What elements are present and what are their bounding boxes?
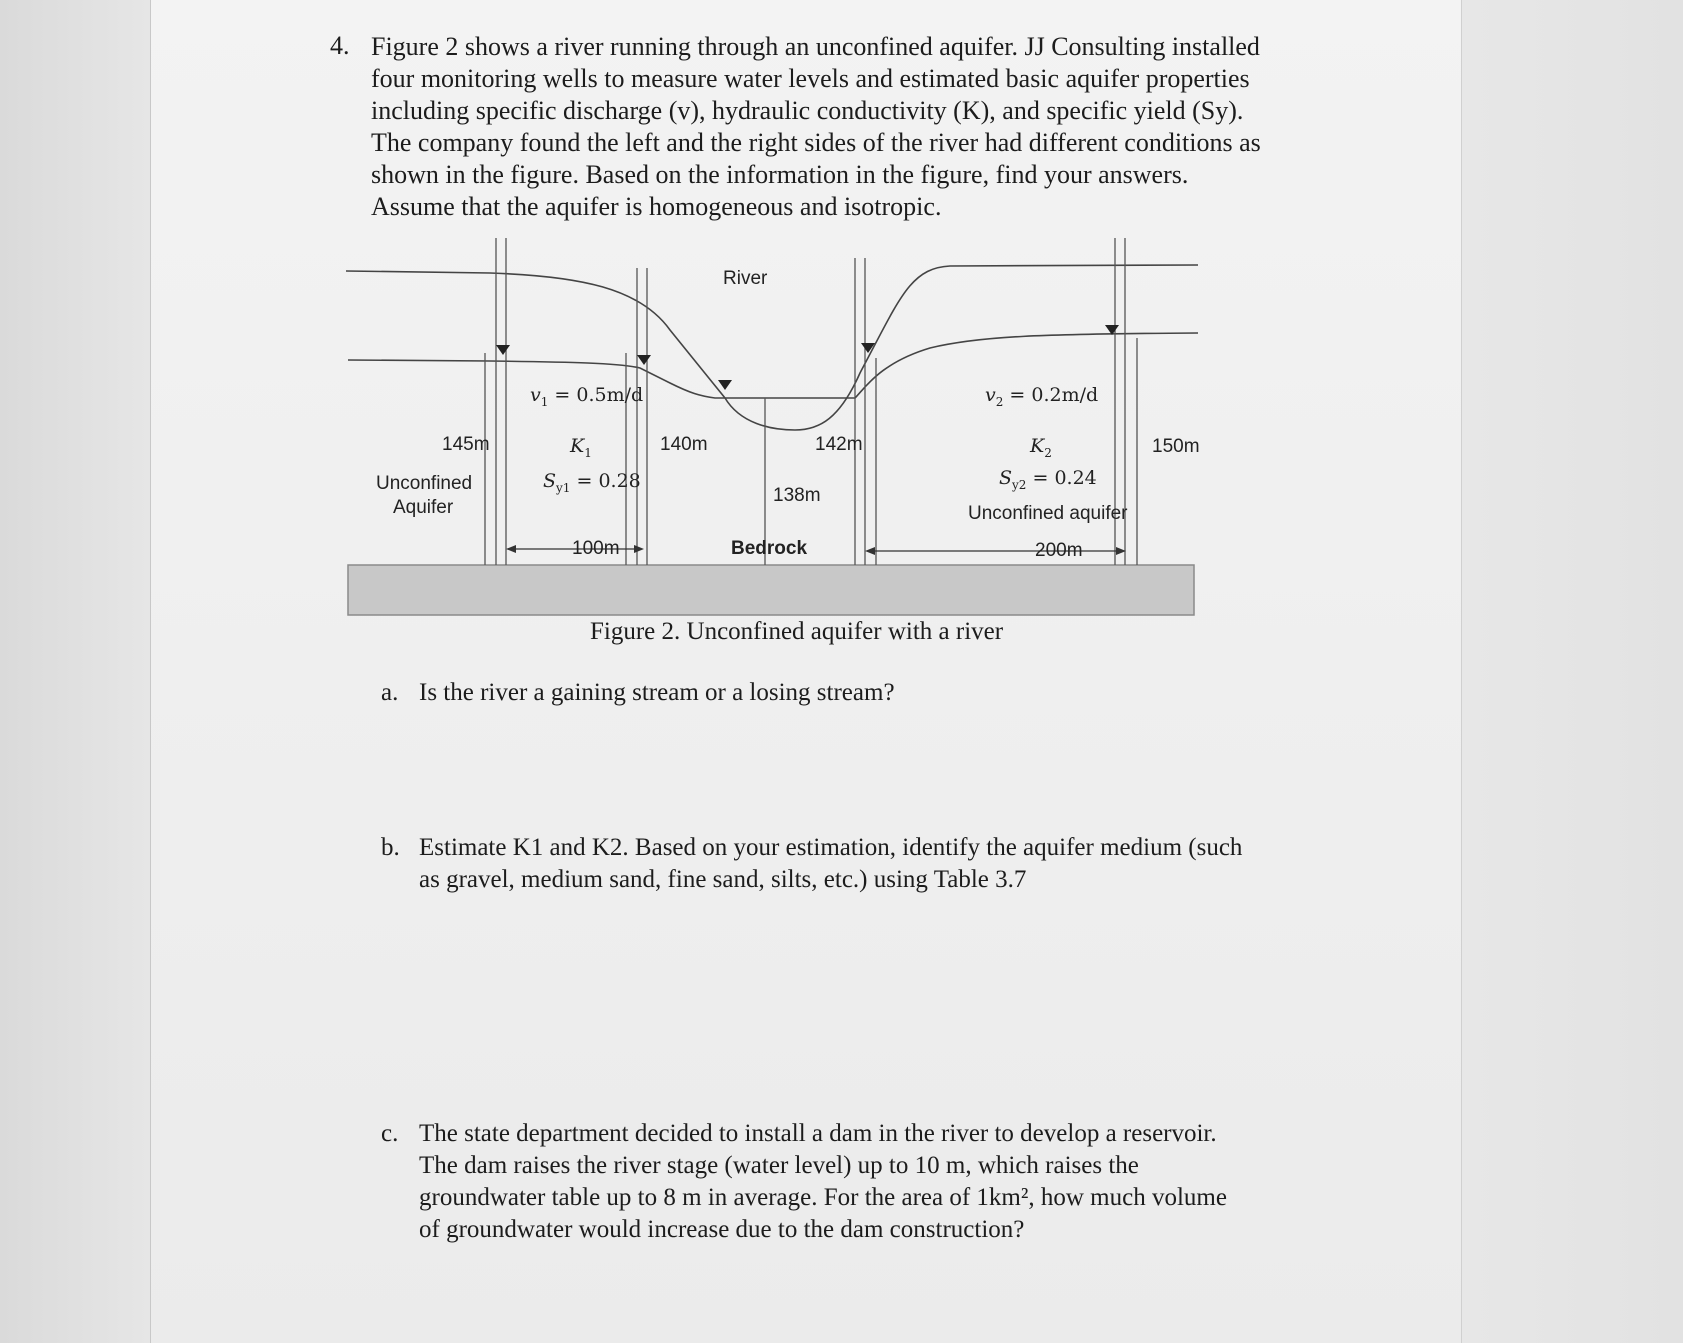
- bedrock-layer: [348, 565, 1194, 615]
- question-text: [371, 31, 1271, 223]
- left-aquifer-label-line1: Unconfined: [376, 473, 473, 494]
- bedrock-label: Bedrock: [731, 538, 808, 559]
- river-water-level-marker: [718, 380, 732, 390]
- right-specific-discharge: $v_2 = 0.2m/d$: [985, 384, 1099, 409]
- left-specific-yield: $S_{y1} = 0.28$: [543, 470, 641, 495]
- question-number: 4.: [330, 31, 350, 60]
- left-near-well-head: 140m: [660, 434, 708, 455]
- part-c-line: groundwater table up to 8 m in average. For the area of 1km², how much volume: [419, 1184, 1227, 1211]
- aquifer-figure: [340, 238, 1260, 618]
- question-line: The company found the left and the right sides of the river had different conditions as: [371, 128, 1261, 157]
- well-2-water-level-marker: [637, 355, 651, 365]
- aquifer-diagram: [340, 238, 1260, 618]
- part-c-letter: c.: [381, 1120, 399, 1147]
- part-b: [381, 832, 1281, 902]
- monitoring-well-1: [496, 238, 506, 565]
- right-near-well-head: 142m: [815, 434, 863, 455]
- right-distance-label: 200m: [1035, 540, 1083, 561]
- left-distance-label: 100m: [572, 538, 620, 559]
- part-a-letter: a.: [381, 679, 399, 706]
- river-label: River: [723, 268, 768, 289]
- left-aquifer-label-line2: Aquifer: [393, 497, 454, 518]
- part-a: [381, 677, 1281, 717]
- question-line: four monitoring wells to measure water levels and estimated basic aquifer properties: [371, 64, 1250, 93]
- part-c-line: The dam raises the river stage (water level) up to 10 m, which raises the: [419, 1152, 1139, 1179]
- left-specific-discharge: $v_1 = 0.5m/d$: [530, 384, 644, 409]
- part-a-line: Is the river a gaining stream or a losing stream?: [419, 679, 895, 706]
- monitoring-well-3: [855, 258, 865, 565]
- question-line: Figure 2 shows a river running through an unconfined aquifer. JJ Consulting installed: [371, 32, 1260, 61]
- river-stage-label: 138m: [773, 485, 821, 506]
- well-1-water-level-marker: [496, 345, 510, 355]
- question-line: including specific discharge (v), hydraulic conductivity (K), and specific yield (Sy).: [371, 96, 1244, 125]
- right-specific-yield: $S_{y2} = 0.24$: [999, 467, 1097, 492]
- part-c: [381, 1118, 1281, 1248]
- question-line: Assume that the aquifer is homogeneous and isotropic.: [371, 192, 942, 221]
- part-c-line: of groundwater would increase due to the dam construction?: [419, 1216, 1025, 1243]
- part-b-line: Estimate K1 and K2. Based on your estimation, identify the aquifer medium (such: [419, 834, 1243, 861]
- right-hydraulic-conductivity: $K_2$: [1030, 435, 1052, 460]
- left-hydraulic-conductivity: $K_1$: [570, 435, 592, 460]
- figure-caption: Figure 2. Unconfined aquifer with a river: [590, 618, 1004, 645]
- right-far-well-head: 150m: [1152, 436, 1200, 457]
- part-c-line: The state department decided to install a dam in the river to develop a reservoir.: [419, 1120, 1217, 1147]
- monitoring-well-2: [637, 268, 647, 565]
- right-aquifer-label: Unconfined aquifer: [968, 503, 1128, 524]
- part-b-letter: b.: [381, 834, 400, 861]
- question-line: shown in the figure. Based on the information in the figure, find your answers.: [371, 160, 1189, 189]
- part-b-line: as gravel, medium sand, fine sand, silts, etc.) using Table 3.7: [419, 866, 1027, 893]
- left-far-well-head: 145m: [442, 434, 490, 455]
